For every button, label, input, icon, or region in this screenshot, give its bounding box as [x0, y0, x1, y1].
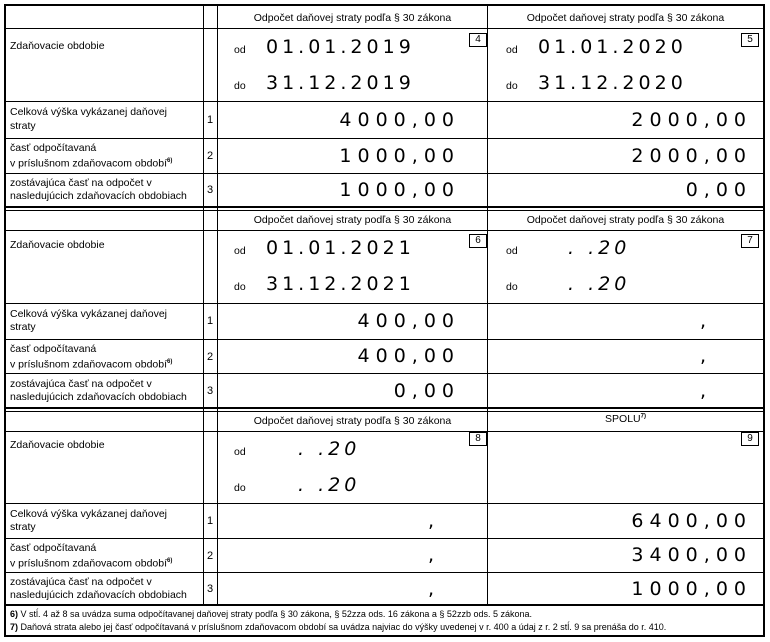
od-label: od [234, 446, 246, 458]
row-number: 1 [207, 315, 214, 327]
footnote-7-text: Daňová strata alebo jej časť odpočítavaná v príslušnom zdaňovacom období sa uvádza najviac do výšky uvedenej v r. 400 a údaj z r. 2 stĺ. 9 sa prenáša do r. 410. [20, 622, 667, 632]
do-label: do [506, 80, 518, 92]
od-label: od [234, 44, 246, 56]
date-to-field[interactable]: . .20 [298, 474, 361, 496]
value-field[interactable]: 1000,00 [631, 578, 752, 600]
column-header-8: Odpočet daňovej straty podľa § 30 zákona [253, 415, 452, 427]
label-zdanovacie-obdobie: Zdaňovacie obdobie [10, 439, 105, 451]
value-field[interactable]: 4000,00 [339, 109, 460, 131]
do-label: do [506, 281, 518, 293]
od-label: od [506, 44, 518, 56]
row-number: 3 [207, 184, 214, 196]
column-header-5: Odpočet daňovej straty podľa § 30 zákona [526, 12, 725, 24]
od-label: od [506, 245, 518, 257]
label-zostavajuca-line1: zostávajúca časť na odpočet v [10, 576, 152, 588]
value-field[interactable]: , [699, 380, 712, 402]
date-to-field[interactable]: . .20 [568, 273, 631, 295]
value-field[interactable]: , [699, 310, 712, 332]
value-field[interactable]: 2000,00 [631, 145, 752, 167]
footnote-ref: 6) [167, 359, 173, 365]
column-header-6: Odpočet daňovej straty podľa § 30 zákona [253, 214, 452, 226]
value-field[interactable]: 400,00 [357, 345, 460, 367]
label-celkova-line1: Celková výška vykázanej daňovej [10, 308, 167, 320]
label-cast-line1: časť odpočítavaná [10, 142, 97, 154]
od-label: od [234, 245, 246, 257]
spolu-title: SPOLU [605, 413, 641, 425]
column-number-box: 6 [469, 234, 487, 248]
value-field[interactable]: 1000,00 [339, 145, 460, 167]
value-field[interactable]: , [699, 345, 712, 367]
footnote-ref: 6) [167, 558, 173, 564]
date-from-field[interactable]: 01.01.2020 [538, 36, 687, 58]
row-number: 3 [207, 583, 214, 595]
label-celkova-line1: Celková výška vykázanej daňovej [10, 508, 167, 520]
date-to-field[interactable]: 31.12.2021 [266, 273, 415, 295]
column-header-spolu [488, 413, 763, 425]
column-number-box: 5 [741, 33, 759, 47]
footnote-6-text: V stĺ. 4 až 8 sa uvádza suma odpočítavanej daňovej straty podľa § 30 zákona, § 52zza ods. 16 zákona a § 52zzb ods. 5 zákona. [20, 609, 532, 619]
footnote-ref: 7) [640, 413, 646, 420]
value-field[interactable]: 2000,00 [631, 109, 752, 131]
column-header-4: Odpočet daňovej straty podľa § 30 zákona [253, 12, 452, 24]
row-number: 2 [207, 150, 214, 162]
column-number-box: 8 [469, 432, 487, 446]
label-cast-line1: časť odpočítavaná [10, 343, 97, 355]
value-field[interactable]: 0,00 [685, 179, 752, 201]
label-zostavajuca-line2: nasledujúcich zdaňovacích obdobiach [10, 589, 187, 601]
footnote-7-number: 7) [10, 622, 19, 632]
row-number: 1 [207, 515, 214, 527]
row-number: 2 [207, 550, 214, 562]
label-celkova-line1: Celková výška vykázanej daňovej [10, 106, 167, 118]
column-number-box: 9 [741, 432, 759, 446]
value-field[interactable]: 0,00 [393, 380, 460, 402]
value-field[interactable]: 400,00 [357, 310, 460, 332]
label-zdanovacie-obdobie: Zdaňovacie obdobie [10, 239, 105, 251]
label-cast-line2: v príslušnom zdaňovacom období [10, 557, 168, 570]
row-number: 2 [207, 351, 214, 363]
value-field[interactable]: 3400,00 [631, 544, 752, 566]
date-to-field[interactable]: 31.12.2020 [538, 72, 687, 94]
row-number: 3 [207, 385, 214, 397]
value-field[interactable]: , [427, 578, 440, 600]
column-number-box: 7 [741, 234, 759, 248]
label-zostavajuca-line1: zostávajúca časť na odpočet v [10, 177, 152, 189]
date-from-field[interactable]: . .20 [298, 438, 361, 460]
value-field[interactable]: 6400,00 [631, 510, 752, 532]
label-celkova-line2: straty [10, 321, 36, 333]
label-celkova-line2: straty [10, 120, 36, 132]
column-number-box: 4 [469, 33, 487, 47]
footnote-6 [10, 609, 532, 619]
label-cast-line2: v príslušnom zdaňovacom období [10, 358, 168, 371]
date-from-field[interactable]: 01.01.2021 [266, 237, 415, 259]
label-zostavajuca-line2: nasledujúcich zdaňovacích obdobiach [10, 391, 187, 403]
value-field[interactable]: , [427, 544, 440, 566]
row-number: 1 [207, 114, 214, 126]
do-label: do [234, 80, 246, 92]
footnote-ref: 6) [167, 158, 173, 164]
label-zostavajuca-line2: nasledujúcich zdaňovacích obdobiach [10, 190, 187, 202]
label-celkova-line2: straty [10, 521, 36, 533]
date-from-field[interactable]: . .20 [568, 237, 631, 259]
footnote-7 [10, 622, 666, 632]
label-cast-line1: časť odpočítavaná [10, 542, 97, 554]
label-zdanovacie-obdobie: Zdaňovacie obdobie [10, 40, 105, 52]
do-label: do [234, 281, 246, 293]
date-to-field[interactable]: 31.12.2019 [266, 72, 415, 94]
value-field[interactable]: , [427, 510, 440, 532]
date-from-field[interactable]: 01.01.2019 [266, 36, 415, 58]
label-cast-line2: v príslušnom zdaňovacom období [10, 157, 168, 170]
footnote-6-number: 6) [10, 609, 19, 619]
do-label: do [234, 482, 246, 494]
label-zostavajuca-line1: zostávajúca časť na odpočet v [10, 378, 152, 390]
value-field[interactable]: 1000,00 [339, 179, 460, 201]
column-header-7: Odpočet daňovej straty podľa § 30 zákona [526, 214, 725, 226]
